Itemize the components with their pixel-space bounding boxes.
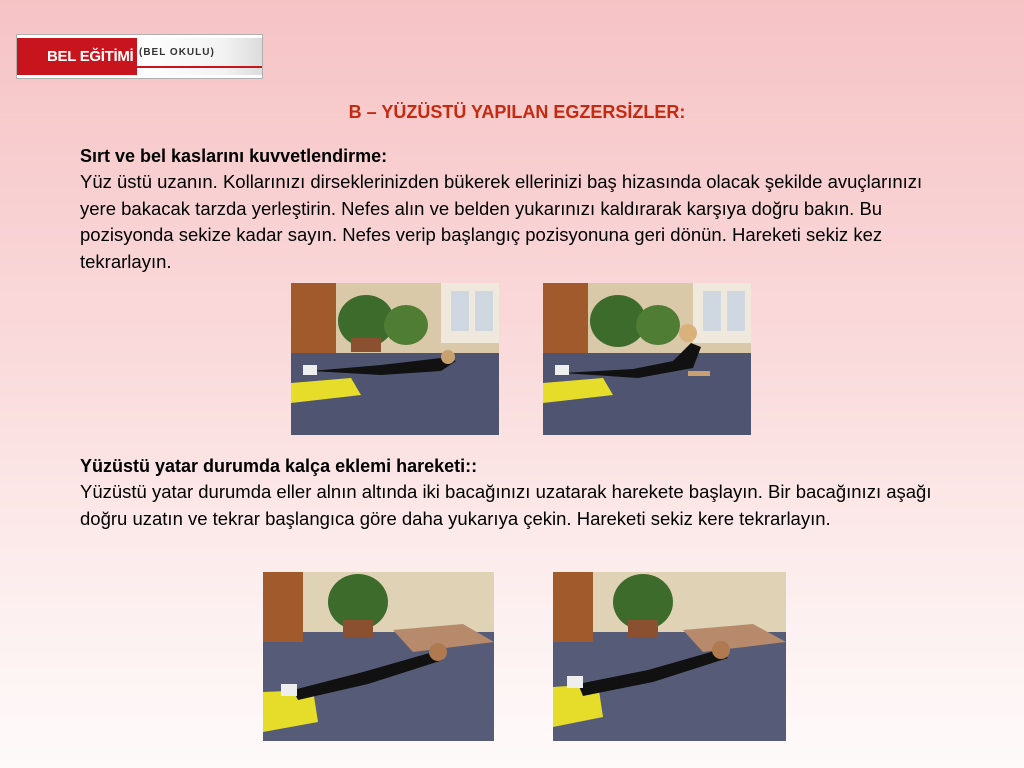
page-heading: B – YÜZÜSTÜ YAPILAN EGZERSİZLER: [348, 102, 686, 122]
logo-main-text: BEL EĞİTİMİ [17, 38, 137, 75]
logo [16, 34, 263, 79]
logo-sub-text: (BEL OKULU) [139, 47, 215, 58]
exercise-photo-3 [263, 572, 494, 741]
exercise-photo-4 [553, 572, 786, 741]
section1-title: Sırt ve bel kaslarını kuvvetlendirme: [80, 146, 388, 166]
section2-title: Yüzüstü yatar durumda kalça eklemi hareketi:: [80, 456, 478, 476]
section1-text: Yüz üstü uzanın. Kollarınızı dirseklerinizden bükerek ellerinizi baş hizasında olacak şekilde avuçlarınızı yere bakacak tarzda yerleştirin. Nefes alın ve belden yukarınızı kaldırarak karşıya doğru bakın. Bu pozisyonda sekize kadar sayın. Nefes verip başlangıç pozisyonuna geri dönün. Hareketi sekiz kez tekrarlayın. [80, 171, 923, 272]
logo-underline [137, 66, 262, 68]
exercise-photo-1 [291, 283, 499, 435]
section2-text: Yüzüstü yatar durumda eller alnın altında iki bacağınızı uzatarak harekete başlayın. Bir bacağınızı aşağı doğru uzatın ve tekrar başlangıca göre daha yukarıya çekin. Hareketi sekiz kere tekrarlayın. [80, 481, 932, 529]
exercise-photo-2 [543, 283, 751, 435]
